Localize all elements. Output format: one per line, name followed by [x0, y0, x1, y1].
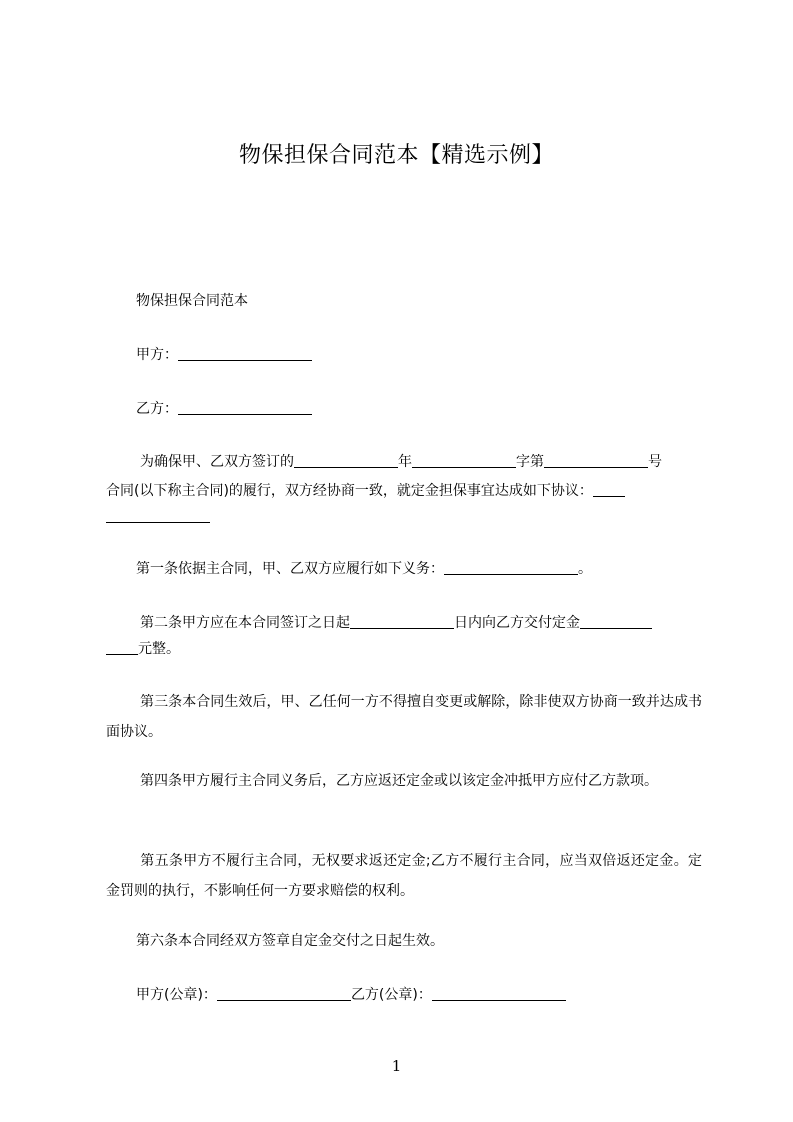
preamble-text-5: 合同(以下称主合同)的履行，双方经协商一致，就定金担保事宜达成如下协议： [106, 483, 593, 499]
obligations-blank [444, 558, 578, 575]
party-b-blank [178, 398, 312, 415]
page-number: 1 [391, 1057, 402, 1075]
days-blank [350, 612, 454, 629]
contract-party-blank [294, 451, 398, 468]
article-6-text: 第六条本合同经双方签章自定金交付之日起生效。 [136, 933, 444, 949]
article-4 [106, 766, 702, 796]
agreement-blank-start [593, 480, 625, 497]
party-a-seal-blank [217, 984, 351, 1001]
party-b-seal-label: 乙方(公章)： [350, 987, 432, 1003]
party-a-label: 甲方： [136, 347, 178, 363]
party-a-line [106, 340, 702, 370]
party-b-label: 乙方： [136, 401, 178, 417]
article-3-text: 第三条本合同生效后，甲、乙任何一方不得擅自变更或解除，除非使双方协商一致并达成书面协议。 [106, 694, 702, 740]
subtitle-text: 物保担保合同范本 [136, 293, 248, 309]
preamble-text-3: 字第 [516, 454, 544, 470]
article-5 [106, 846, 702, 906]
article-2-line-2 [106, 634, 702, 664]
preamble-text-1: 为确保甲、乙双方签订的 [140, 454, 294, 470]
deposit-amount-blank-start [580, 612, 652, 629]
contract-subtitle [106, 286, 702, 316]
document-title: 物保担保合同范本【精选示例】 [238, 143, 554, 168]
preamble-text-2: 年 [398, 454, 412, 470]
article-4-text: 第四条甲方履行主合同义务后，乙方应返还定金或以该定金冲抵甲方应付乙方款项。 [140, 773, 658, 789]
article-2-text-1: 第二条甲方应在本合同签订之日起 [140, 615, 350, 631]
agreement-blank-end [106, 506, 210, 523]
number-blank [544, 451, 648, 468]
article-1-text-1: 第一条依据主合同，甲、乙双方应履行如下义务： [136, 561, 444, 577]
article-1 [106, 554, 702, 584]
article-5-text: 第五条甲方不履行主合同，无权要求返还定金;乙方不履行主合同，应当双倍返还定金。定金罚则的执行，不影响任何一方要求赔偿的权利。 [106, 853, 702, 899]
year-blank [412, 451, 516, 468]
preamble-text-4: 号 [648, 454, 662, 470]
party-b-line [106, 394, 702, 424]
party-a-seal-label: 甲方(公章)： [136, 987, 217, 1003]
deposit-amount-blank-end [106, 638, 138, 655]
article-3 [106, 687, 702, 747]
article-2-text-3: 元整。 [138, 641, 180, 657]
signature-line [106, 980, 702, 1010]
preamble-line-1 [106, 447, 702, 477]
article-1-text-2: 。 [578, 561, 592, 577]
preamble-line-3 [106, 502, 702, 532]
party-b-seal-blank [432, 984, 566, 1001]
article-6 [106, 926, 702, 956]
article-2-text-2: 日内向乙方交付定金 [454, 615, 580, 631]
party-a-blank [178, 344, 312, 361]
